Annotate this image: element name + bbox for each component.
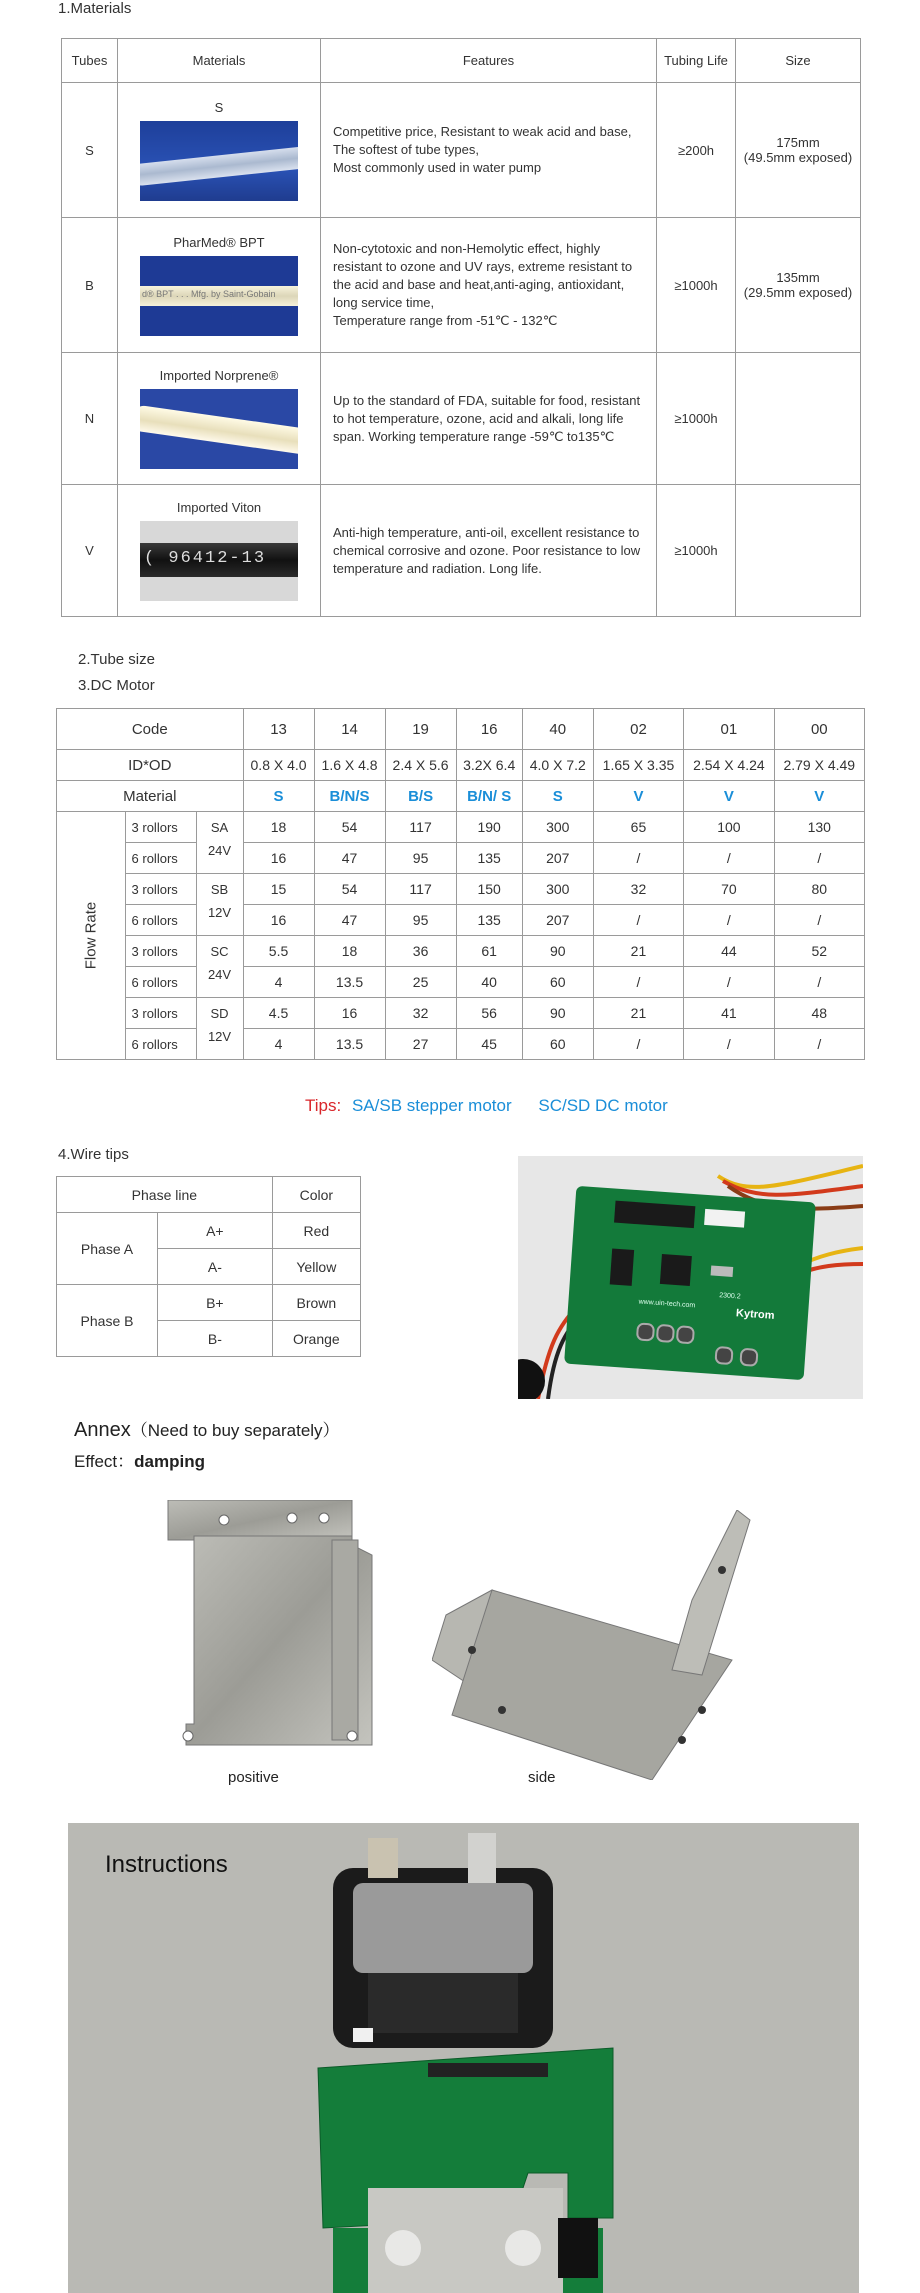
- feature-line: Anti-high temperature, anti-oil, excellent resistance to chemical corrosive and ozone. Poor resistance to low temperature and radiation. Long life.: [333, 524, 641, 576]
- board-brand: Kytrom: [735, 1307, 775, 1322]
- pin-name: A+: [158, 1213, 273, 1249]
- rollors-label: 6 rollors: [125, 1029, 196, 1060]
- flow-row: [57, 998, 865, 1029]
- features-cell: [321, 485, 657, 617]
- idod-cell: 4.0 X 7.2: [522, 750, 593, 781]
- tips-stepper: SA/SB stepper motor: [351, 1096, 512, 1115]
- driver-board-photo: [518, 1156, 863, 1399]
- flow-value: /: [593, 1029, 683, 1060]
- capacitor: [636, 1322, 655, 1341]
- feature-line: Competitive price, Resistant to weak acid and base,: [333, 124, 632, 139]
- tube-code: B: [62, 218, 118, 353]
- code-cell: 16: [456, 709, 522, 750]
- flow-value: 27: [385, 1029, 456, 1060]
- material-row: [57, 781, 865, 812]
- wire-header-row: [57, 1177, 361, 1213]
- wire-row: [57, 1213, 361, 1249]
- wire-row: [57, 1285, 361, 1321]
- material-name: PharMed® BPT: [173, 234, 265, 250]
- flow-value: 47: [314, 843, 385, 874]
- idod-cell: 2.79 X 4.49: [774, 750, 864, 781]
- flow-row: [57, 967, 865, 998]
- tips-line: [305, 1096, 668, 1116]
- flow-row: [57, 1029, 865, 1060]
- flow-row: [57, 843, 865, 874]
- flow-value: 4.5: [243, 998, 314, 1029]
- rollors-label: 3 rollors: [125, 936, 196, 967]
- motor-name: SD: [196, 998, 243, 1029]
- flow-value: 135: [456, 843, 522, 874]
- size-cell: [736, 83, 861, 218]
- flow-value: 13.5: [314, 1029, 385, 1060]
- feature-line: Non-cytotoxic and non-Hemolytic effect, highly resistant to ozone and UV rays, extreme resistant to the acid and base and heat,anti-aging, antioxidant, long service time,: [333, 241, 633, 310]
- materials-header-row: [62, 39, 861, 83]
- tips-dc: SC/SD DC motor: [538, 1096, 668, 1115]
- rollors-label: 6 rollors: [125, 843, 196, 874]
- code-row: [57, 709, 865, 750]
- material-name: Imported Viton: [176, 500, 262, 515]
- flow-value: 117: [385, 812, 456, 843]
- tube-print-text: d® BPT . . . Mfg. by Saint-Gobain: [142, 288, 276, 299]
- flow-value: 47: [314, 905, 385, 936]
- header-connector: [614, 1201, 695, 1229]
- material-row-n: [62, 353, 861, 485]
- pin-name: A-: [158, 1249, 273, 1285]
- instructions-title: Instructions: [105, 1851, 228, 1878]
- flow-value: 65: [593, 812, 683, 843]
- flow-value: 25: [385, 967, 456, 998]
- flow-value: 207: [522, 905, 593, 936]
- tube-code: V: [62, 485, 118, 617]
- flow-value: 45: [456, 1029, 522, 1060]
- pin-name: B+: [158, 1285, 273, 1321]
- material-code: S: [522, 781, 593, 812]
- tube-code: S: [62, 83, 118, 218]
- annex-heading: [74, 1416, 340, 1442]
- white-connector: [704, 1209, 745, 1228]
- material-code: V: [774, 781, 864, 812]
- flow-value: 60: [522, 1029, 593, 1060]
- flow-value: 70: [684, 874, 774, 905]
- code-label: Code: [57, 709, 244, 750]
- feature-line: The softest of tube types,: [333, 142, 479, 157]
- motor-voltage: 24V: [196, 843, 243, 874]
- flow-value: 18: [243, 812, 314, 843]
- rollors-label: 6 rollors: [125, 967, 196, 998]
- capacitor: [656, 1324, 675, 1343]
- flow-value: 32: [385, 998, 456, 1029]
- flow-value: 95: [385, 905, 456, 936]
- tubing-life: ≥1000h: [657, 218, 736, 353]
- flow-value: 13.5: [314, 967, 385, 998]
- size-length: 175mm: [776, 135, 820, 150]
- driver-chip: [610, 1248, 634, 1285]
- header-size: Size: [736, 39, 861, 83]
- phase-name: Phase B: [57, 1285, 158, 1357]
- effect-value: damping: [134, 1452, 205, 1471]
- flow-value: 150: [456, 874, 522, 905]
- capacitor: [714, 1346, 733, 1365]
- size-cell: [736, 485, 861, 617]
- flow-value: /: [774, 905, 864, 936]
- flow-value: 300: [522, 812, 593, 843]
- material-code: B/S: [385, 781, 456, 812]
- flow-value: 60: [522, 967, 593, 998]
- flow-rate-table: [56, 708, 865, 1060]
- capacitor: [676, 1325, 695, 1344]
- flow-value: 300: [522, 874, 593, 905]
- features-cell: [321, 218, 657, 353]
- flow-value: /: [684, 1029, 774, 1060]
- material-label: Material: [57, 781, 244, 812]
- annex-note: （Need to buy separately）: [130, 1421, 340, 1440]
- flow-value: 90: [522, 936, 593, 967]
- idod-row: [57, 750, 865, 781]
- flow-value: 135: [456, 905, 522, 936]
- code-cell: 02: [593, 709, 683, 750]
- material-cell: [118, 83, 321, 218]
- board-url: www.uin-tech.com: [638, 1298, 696, 1310]
- header-color: Color: [272, 1177, 360, 1213]
- flow-value: 40: [456, 967, 522, 998]
- flow-value: /: [774, 1029, 864, 1060]
- idod-cell: 2.4 X 5.6: [385, 750, 456, 781]
- code-cell: 40: [522, 709, 593, 750]
- wire-color: Brown: [272, 1285, 360, 1321]
- flow-value: 117: [385, 874, 456, 905]
- flow-value: 15: [243, 874, 314, 905]
- flow-value: /: [593, 843, 683, 874]
- flow-value: /: [774, 843, 864, 874]
- board-model: 2300.2: [718, 1292, 741, 1301]
- flow-value: 44: [684, 936, 774, 967]
- material-row-v: [62, 485, 861, 617]
- flow-row: [57, 874, 865, 905]
- feature-line: Up to the standard of FDA, suitable for food, resistant to hot temperature, ozone, acid and alkali, long life span. Working temperature range -59℃ to135℃: [333, 392, 641, 444]
- feature-line: Temperature range from -51℃ - 132℃: [333, 313, 558, 328]
- flow-value: 41: [684, 998, 774, 1029]
- motor-name: SA: [196, 812, 243, 843]
- code-cell: 01: [684, 709, 774, 750]
- material-code: S: [243, 781, 314, 812]
- header-phase-line: Phase line: [57, 1177, 273, 1213]
- bracket-positive-photo: [164, 1500, 374, 1750]
- capacitor: [739, 1348, 758, 1367]
- code-cell: 00: [774, 709, 864, 750]
- rollors-label: 3 rollors: [125, 812, 196, 843]
- tube-size-heading: 2.Tube size: [78, 651, 155, 668]
- idod-cell: 0.8 X 4.0: [243, 750, 314, 781]
- norprene-tube-photo: [140, 389, 298, 469]
- header-tubing-life: Tubing Life: [657, 39, 736, 83]
- material-code: V: [684, 781, 774, 812]
- motor-name: SC: [196, 936, 243, 967]
- flow-value: 18: [314, 936, 385, 967]
- features-cell: [321, 353, 657, 485]
- flow-value: 5.5: [243, 936, 314, 967]
- flow-value: 21: [593, 936, 683, 967]
- flow-value: 190: [456, 812, 522, 843]
- material-code: V: [593, 781, 683, 812]
- caption-positive: positive: [228, 1769, 279, 1786]
- features-cell: [321, 83, 657, 218]
- tube-print-text: ( 96412-13: [144, 549, 267, 568]
- idod-cell: 2.54 X 4.24: [684, 750, 774, 781]
- wire-tips-heading: 4.Wire tips: [58, 1146, 129, 1163]
- size-exposed: (29.5mm exposed): [743, 285, 853, 300]
- viton-tube-photo: [140, 521, 298, 601]
- size-cell: [736, 218, 861, 353]
- motor-voltage: 24V: [196, 967, 243, 998]
- flow-value: 4: [243, 1029, 314, 1060]
- material-row-s: [62, 83, 861, 218]
- flow-value: 54: [314, 874, 385, 905]
- material-cell: [118, 353, 321, 485]
- header-materials: Materials: [118, 39, 321, 83]
- tips-label: Tips:: [305, 1096, 342, 1115]
- code-cell: 13: [243, 709, 314, 750]
- flow-value: 16: [243, 843, 314, 874]
- tube-code: N: [62, 353, 118, 485]
- tubing-life: ≥200h: [657, 83, 736, 218]
- effect-label: Effect：: [74, 1452, 135, 1471]
- flow-value: 48: [774, 998, 864, 1029]
- flow-value: 32: [593, 874, 683, 905]
- idod-label: ID*OD: [57, 750, 244, 781]
- flow-row: [57, 905, 865, 936]
- flow-row: [57, 936, 865, 967]
- bracket-side-photo: [432, 1510, 752, 1780]
- material-code: B/N/ S: [456, 781, 522, 812]
- material-code: B/N/S: [314, 781, 385, 812]
- idod-cell: 1.6 X 4.8: [314, 750, 385, 781]
- caption-side: side: [528, 1769, 556, 1786]
- flow-value: 52: [774, 936, 864, 967]
- instructions-photo: [68, 1823, 859, 2293]
- flow-rate-label-cell: [57, 812, 126, 1060]
- flow-value: /: [593, 905, 683, 936]
- flow-rate-label: Flow Rate: [82, 901, 100, 970]
- feature-line: Most commonly used in water pump: [333, 160, 542, 175]
- silicone-tube-photo: [140, 121, 298, 201]
- rollors-label: 3 rollors: [125, 998, 196, 1029]
- mcu-chip: [660, 1254, 692, 1286]
- motor-voltage: 12V: [196, 905, 243, 936]
- size-cell: [736, 353, 861, 485]
- pharmed-tube-photo: [140, 256, 298, 336]
- material-name: Imported Norprene®: [159, 368, 279, 383]
- flow-value: /: [684, 967, 774, 998]
- pump-assembly-graphic: [68, 1823, 859, 2293]
- flow-value: 56: [456, 998, 522, 1029]
- header-tubes: Tubes: [62, 39, 118, 83]
- material-row-b: [62, 218, 861, 353]
- flow-value: 21: [593, 998, 683, 1029]
- flow-value: 130: [774, 812, 864, 843]
- rollors-label: 6 rollors: [125, 905, 196, 936]
- size-length: 135mm: [776, 270, 820, 285]
- pin-name: B-: [158, 1321, 273, 1357]
- flow-value: 80: [774, 874, 864, 905]
- material-name: S: [214, 99, 224, 115]
- wire-table: [56, 1176, 361, 1357]
- flow-row: [57, 812, 865, 843]
- rollors-label: 3 rollors: [125, 874, 196, 905]
- size-exposed: (49.5mm exposed): [743, 150, 853, 165]
- code-cell: 14: [314, 709, 385, 750]
- flow-value: 16: [314, 998, 385, 1029]
- flow-value: 16: [243, 905, 314, 936]
- flow-value: 54: [314, 812, 385, 843]
- wire-color: Red: [272, 1213, 360, 1249]
- flow-value: 4: [243, 967, 314, 998]
- dc-motor-heading: 3.DC Motor: [78, 677, 155, 694]
- wire-color: Orange: [272, 1321, 360, 1357]
- crystal: [711, 1265, 734, 1277]
- flow-value: /: [774, 967, 864, 998]
- wire-color: Yellow: [272, 1249, 360, 1285]
- flow-value: 90: [522, 998, 593, 1029]
- idod-cell: 1.65 X 3.35: [593, 750, 683, 781]
- annex-effect: [74, 1447, 205, 1472]
- header-features: Features: [321, 39, 657, 83]
- tubing-life: ≥1000h: [657, 353, 736, 485]
- flow-value: /: [684, 905, 774, 936]
- flow-value: 207: [522, 843, 593, 874]
- tubing-life: ≥1000h: [657, 485, 736, 617]
- material-cell: [118, 485, 321, 617]
- material-cell: [118, 218, 321, 353]
- flow-value: /: [593, 967, 683, 998]
- circuit-board: [564, 1186, 816, 1380]
- materials-table: [61, 38, 861, 617]
- flow-value: 100: [684, 812, 774, 843]
- motor-voltage: 12V: [196, 1029, 243, 1060]
- flow-value: 95: [385, 843, 456, 874]
- phase-name: Phase A: [57, 1213, 158, 1285]
- motor-name: SB: [196, 874, 243, 905]
- flow-value: 36: [385, 936, 456, 967]
- flow-value: /: [684, 843, 774, 874]
- flow-value: 61: [456, 936, 522, 967]
- materials-heading: 1.Materials: [58, 0, 132, 17]
- code-cell: 19: [385, 709, 456, 750]
- idod-cell: 3.2X 6.4: [456, 750, 522, 781]
- annex-title: Annex: [74, 1419, 131, 1441]
